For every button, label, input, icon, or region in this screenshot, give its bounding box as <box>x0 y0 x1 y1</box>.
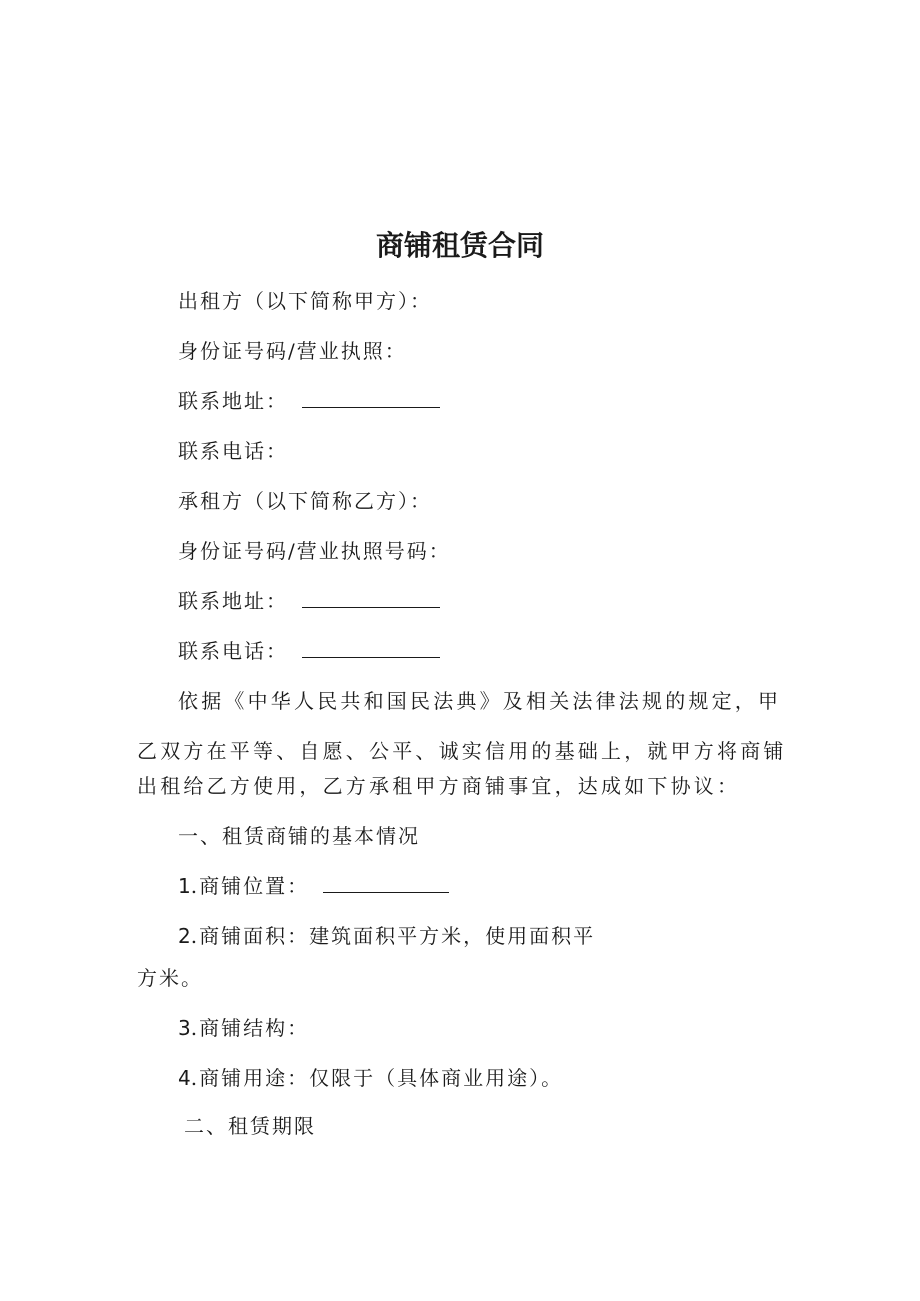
preamble-line-2: 乙双方在平等、自愿、公平、诚实信用的基础上，就甲方将商铺 <box>137 739 787 763</box>
lessee-phone-blank <box>302 639 440 658</box>
item-number: 4 <box>178 1066 191 1090</box>
document-title: 商铺租赁合同 <box>375 229 544 262</box>
lessor-address-line <box>178 385 440 414</box>
lessee-party-line: 承租方（以下简称乙方）： <box>178 489 432 513</box>
lessor-address-blank <box>302 389 440 408</box>
lessee-id-line: 身份证号码/营业执照号码： <box>178 539 451 563</box>
section-2-heading: 二、租赁期限 <box>184 1114 316 1138</box>
item-text: .商铺结构： <box>190 1016 310 1040</box>
lessee-phone-label: 联系电话： <box>178 639 288 663</box>
item-number: 1 <box>178 874 191 898</box>
preamble-line-1: 依据《中华人民共和国民法典》及相关法律法规的规定，甲 <box>178 689 782 713</box>
section-1-item-4 <box>178 1062 563 1091</box>
location-blank <box>323 874 449 893</box>
item-text: .商铺面积：建筑面积平方米，使用面积平 <box>190 924 596 948</box>
item-number: 2 <box>178 924 191 948</box>
lessee-address-line <box>178 585 440 614</box>
preamble-line-3: 出租给乙方使用，乙方承租甲方商铺事宜，达成如下协议： <box>137 774 741 798</box>
section-1-item-2-continuation: 方米。 <box>137 966 203 990</box>
lessee-phone-line <box>178 635 440 664</box>
lessee-address-blank <box>302 589 440 608</box>
lessor-address-label: 联系地址： <box>178 389 288 413</box>
section-1-heading: 一、租赁商铺的基本情况 <box>178 824 420 848</box>
lessor-id-line: 身份证号码/营业执照： <box>178 339 407 363</box>
section-1-item-1 <box>178 870 449 899</box>
item-text: .商铺用途：仅限于（具体商业用途）。 <box>190 1066 564 1090</box>
lessor-phone-line: 联系电话： <box>178 439 288 463</box>
lessor-party-line: 出租方（以下简称甲方）： <box>178 289 432 313</box>
item-number: 3 <box>178 1016 191 1040</box>
section-1-item-2 <box>178 920 595 949</box>
lessee-address-label: 联系地址： <box>178 589 288 613</box>
item-text: .商铺位置： <box>190 874 310 898</box>
section-1-item-3 <box>178 1012 309 1041</box>
